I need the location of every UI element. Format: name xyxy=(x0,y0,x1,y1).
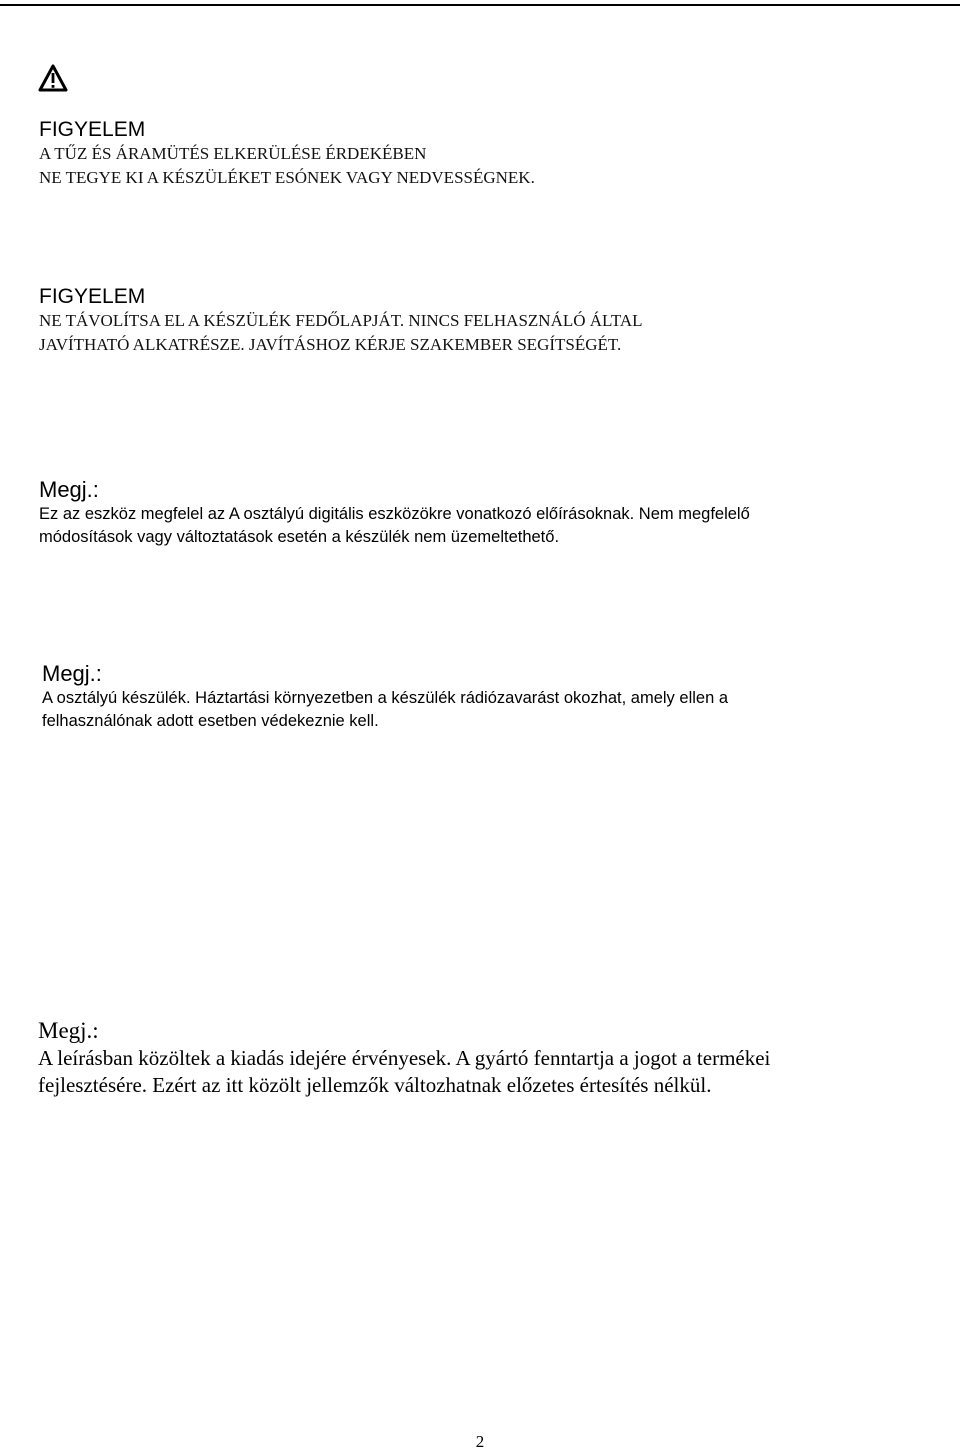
warning-triangle-icon xyxy=(38,64,68,92)
warning-1-title: FIGYELEM xyxy=(39,118,146,141)
warning-section-2 xyxy=(39,285,939,357)
warning-2-line-1: NE TÁVOLÍTSA EL A KÉSZÜLÉK FEDŐLAPJÁT. NINCS FELHASZNÁLÓ ÁLTAL xyxy=(39,311,643,330)
warning-1-line-1: A TŰZ ÉS ÁRAMÜTÉS ELKERÜLÉSE ÉRDEKÉBEN xyxy=(39,144,427,163)
warning-section-1 xyxy=(39,118,939,190)
top-rule xyxy=(0,4,960,6)
note-section-1 xyxy=(39,477,939,549)
page-number: 2 xyxy=(475,1432,485,1451)
note-2-line-1: A osztályú készülék. Háztartási környezetben a készülék rádiózavarást okozhat, amely ellen a xyxy=(42,689,729,707)
note-3-title: Megj.: xyxy=(38,1018,99,1043)
note-1-line-1: Ez az eszköz megfelel az A osztályú digitális eszközökre vonatkozó előírásoknak. Nem megfelelő xyxy=(39,505,750,523)
note-3-line-2: fejlesztésére. Ezért az itt közölt jellemzők változhatnak előzetes értesítés nélkül. xyxy=(38,1073,712,1097)
warning-1-line-2: NE TEGYE KI A KÉSZÜLÉKET ESÓNEK VAGY NEDVESSÉGNEK. xyxy=(39,168,535,187)
warning-2-line-2: JAVÍTHATÓ ALKATRÉSZE. JAVÍTÁSHOZ KÉRJE SZAKEMBER SEGÍTSÉGÉT. xyxy=(39,335,622,354)
warning-2-title: FIGYELEM xyxy=(39,285,146,308)
note-section-3 xyxy=(38,1017,938,1099)
note-1-title: Megj.: xyxy=(39,477,99,502)
note-section-2 xyxy=(42,661,942,733)
note-2-line-2: felhasználónak adott esetben védekeznie kell. xyxy=(42,712,379,730)
note-3-line-1: A leírásban közöltek a kiadás idejére érvényesek. A gyártó fenntartja a jogot a termékei xyxy=(38,1046,771,1070)
note-2-title: Megj.: xyxy=(42,661,102,686)
note-1-line-2: módosítások vagy változtatások esetén a készülék nem üzemeltethető. xyxy=(39,528,560,546)
